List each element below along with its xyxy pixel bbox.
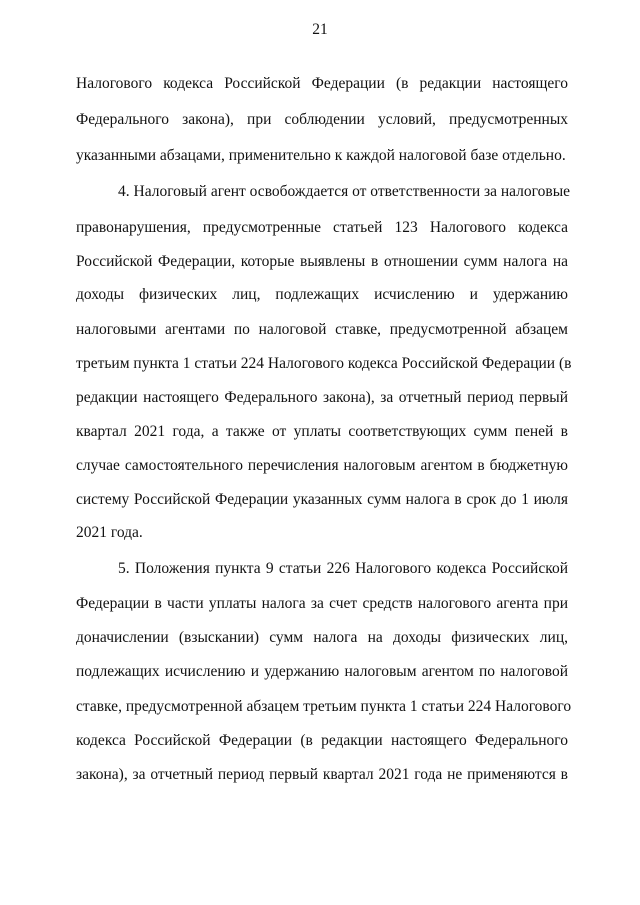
paragraph-3-line-6: кодекса Российской Федерации (в редакции настоящего Федерального: [76, 732, 568, 749]
paragraph-2-line-10: систему Российской Федерации указанных сумм налога в срок до 1 июля: [76, 491, 568, 508]
paragraph-2-line-11: 2021 года.: [76, 524, 143, 541]
paragraph-3-line-3: доначислении (взыскании) сумм налога на доходы физических лиц,: [76, 629, 568, 646]
paragraph-2-line-2: правонарушения, предусмотренные статьей 123 Налогового кодекса: [76, 219, 568, 236]
paragraph-2-line-9: случае самостоятельного перечисления налоговым агентом в бюджетную: [76, 457, 568, 474]
paragraph-1-line-1: Налогового кодекса Российской Федерации (в редакции настоящего: [76, 75, 568, 92]
paragraph-2-line-1: 4. Налоговый агент освобождается от ответственности за налоговые: [118, 183, 571, 200]
paragraph-2-line-6: третьим пункта 1 статьи 224 Налогового кодекса Российской Федерации (в: [76, 355, 572, 372]
paragraph-3-line-4: подлежащих исчислению и удержанию налоговым агентом по налоговой: [76, 663, 568, 680]
page-number: 21: [312, 21, 328, 38]
paragraph-2-line-4: доходы физических лиц, подлежащих исчислению и удержанию: [76, 286, 568, 303]
paragraph-3-line-1: 5. Положения пункта 9 статьи 226 Налогового кодекса Российской: [118, 560, 568, 577]
paragraph-1-line-2: Федерального закона), при соблюдении условий, предусмотренных: [76, 111, 568, 128]
paragraph-3-line-5: ставке, предусмотренной абзацем третьим пункта 1 статьи 224 Налогового: [76, 698, 572, 715]
paragraph-2-line-3: Российской Федерации, которые выявлены в отношении сумм налога на: [76, 253, 568, 270]
paragraph-3-line-7: закона), за отчетный период первый квартал 2021 года не применяются в: [76, 766, 568, 783]
paragraph-2-line-7: редакции настоящего Федерального закона), за отчетный период первый: [76, 389, 568, 406]
paragraph-2-line-5: налоговыми агентами по налоговой ставке, предусмотренной абзацем: [76, 321, 568, 338]
paragraph-1-line-3: указанными абзацами, применительно к каждой налоговой базе отдельно.: [76, 147, 566, 164]
paragraph-3-line-2: Федерации в части уплаты налога за счет средств налогового агента при: [76, 595, 568, 612]
paragraph-2-line-8: квартал 2021 года, а также от уплаты соответствующих сумм пеней в: [76, 423, 568, 440]
